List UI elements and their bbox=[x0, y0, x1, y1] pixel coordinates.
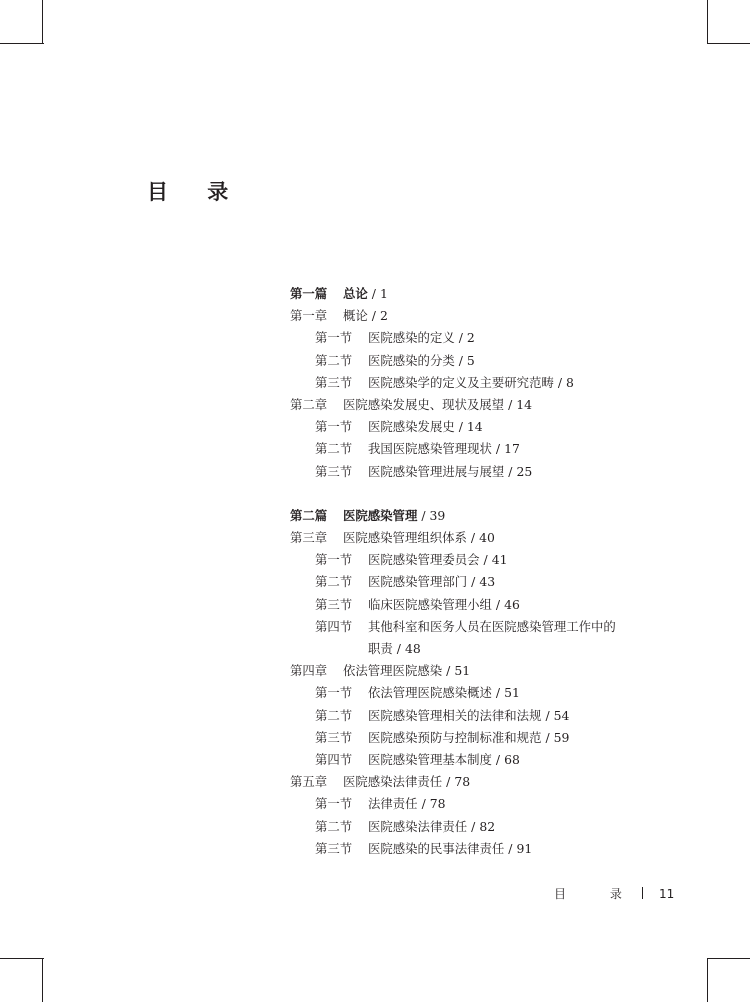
toc-section-entry[interactable] bbox=[290, 705, 650, 727]
footer-title: 目 录 bbox=[554, 887, 642, 901]
toc-entry-number: 第三节 bbox=[315, 729, 353, 745]
crop-mark-bottom-left-vertical bbox=[42, 958, 43, 1002]
toc-entry-separator: / bbox=[458, 419, 463, 435]
toc-entry-separator: / bbox=[371, 308, 376, 324]
toc-entry-separator: / bbox=[545, 729, 550, 745]
toc-section-entry[interactable] bbox=[290, 571, 650, 593]
toc-cont-entry[interactable] bbox=[290, 638, 650, 660]
toc-entry-number: 第三节 bbox=[315, 374, 353, 390]
toc-entry-title: 医院感染管理基本制度 bbox=[368, 751, 492, 767]
toc-entry-number: 第四章 bbox=[290, 663, 328, 679]
toc-entry-separator: / bbox=[483, 552, 488, 568]
footer-page-number: 11 bbox=[659, 887, 675, 901]
toc-entry-separator: / bbox=[495, 441, 501, 457]
toc-entry-page: 2 bbox=[379, 308, 388, 324]
toc-entry-title: 医院感染管理组织体系 bbox=[343, 530, 467, 546]
toc-gap-entry bbox=[290, 483, 650, 505]
toc-chapter-entry[interactable] bbox=[290, 527, 650, 549]
toc-entry-title: 概论 bbox=[343, 308, 368, 324]
toc-entry-number: 第二节 bbox=[315, 818, 353, 834]
toc-section-entry[interactable] bbox=[290, 327, 650, 349]
toc-entry-title: 医院感染的民事法律责任 bbox=[368, 840, 505, 856]
toc-entry-separator: / bbox=[470, 530, 476, 546]
toc-entry-number: 第三节 bbox=[315, 463, 353, 479]
toc-entry-number: 第二节 bbox=[315, 574, 353, 590]
toc-entry-page: 54 bbox=[553, 707, 570, 723]
toc-entry-separator: / bbox=[458, 330, 463, 346]
toc-entry-title: 医院感染管理 bbox=[343, 507, 418, 523]
toc-section-entry[interactable] bbox=[290, 749, 650, 771]
crop-mark-top-right-vertical bbox=[707, 0, 708, 44]
toc-entry-number: 第一章 bbox=[290, 308, 328, 324]
toc-section-entry[interactable] bbox=[290, 594, 650, 616]
toc-entry-separator: / bbox=[446, 663, 451, 679]
toc-entry-number: 第二篇 bbox=[290, 507, 328, 523]
toc-entry-title: 临床医院感染管理小组 bbox=[368, 596, 492, 612]
toc-section-entry[interactable] bbox=[290, 549, 650, 571]
toc-section-entry[interactable] bbox=[290, 350, 650, 372]
page-heading: 目 录 bbox=[147, 179, 245, 204]
crop-mark-bottom-right-horizontal bbox=[707, 958, 750, 959]
toc-entry-number: 第一节 bbox=[315, 685, 353, 701]
toc-entry-separator: / bbox=[446, 774, 451, 790]
toc-entry-page: 46 bbox=[504, 596, 520, 612]
toc-entry-number: 第三章 bbox=[290, 530, 328, 546]
toc-entry-title: 医院感染管理部门 bbox=[368, 574, 468, 590]
toc-entry-title: 医院感染管理委员会 bbox=[368, 552, 480, 568]
toc-entry-number: 第一节 bbox=[315, 419, 353, 435]
toc-entry-separator: / bbox=[421, 507, 426, 523]
toc-entry-title: 医院感染法律责任 bbox=[343, 774, 443, 790]
crop-mark-top-right-horizontal bbox=[707, 43, 750, 44]
toc-entry-title: 医院感染法律责任 bbox=[368, 818, 468, 834]
toc-entry-separator: / bbox=[421, 796, 426, 812]
toc-entry-number: 第二节 bbox=[315, 441, 353, 457]
toc-entry-page: 48 bbox=[404, 641, 421, 656]
toc-entry-title: 医院感染发展史 bbox=[368, 419, 455, 435]
toc-entry-title: 依法管理医院感染 bbox=[343, 663, 443, 679]
toc-entry-page: 40 bbox=[479, 530, 495, 546]
toc-entry-page: 51 bbox=[454, 663, 471, 679]
toc-entry-separator: / bbox=[508, 463, 513, 479]
toc-entry-number: 第一节 bbox=[315, 552, 353, 568]
toc-entry-separator: / bbox=[545, 707, 550, 723]
toc-chapter-entry[interactable] bbox=[290, 660, 650, 682]
table-of-contents bbox=[290, 283, 650, 860]
toc-section-entry[interactable] bbox=[290, 438, 650, 460]
toc-section-entry[interactable] bbox=[290, 616, 650, 638]
toc-entry-separator: / bbox=[471, 818, 476, 834]
toc-entry-number: 第二节 bbox=[315, 352, 353, 368]
toc-entry-title: 医院感染管理相关的法律和法规 bbox=[368, 707, 542, 723]
toc-entry-title: 医院感染发展史、现状及展望 bbox=[343, 396, 505, 412]
toc-chapter-entry[interactable] bbox=[290, 305, 650, 327]
toc-entry-number: 第二节 bbox=[315, 707, 353, 723]
toc-entry-page: 43 bbox=[479, 574, 496, 590]
toc-entry-page: 78 bbox=[454, 774, 471, 790]
toc-entry-separator: / bbox=[495, 685, 501, 701]
toc-entry-title: 医院感染的定义 bbox=[368, 330, 455, 346]
toc-section-entry[interactable] bbox=[290, 793, 650, 815]
toc-entry-title: 总论 bbox=[343, 286, 368, 301]
toc-entry-page: 8 bbox=[566, 374, 574, 390]
toc-entry-page: 14 bbox=[516, 396, 533, 412]
toc-entry-page: 78 bbox=[429, 796, 446, 812]
crop-mark-bottom-left-horizontal bbox=[0, 958, 44, 959]
toc-entry-page: 17 bbox=[504, 441, 520, 457]
crop-mark-bottom-right-vertical bbox=[707, 958, 708, 1002]
toc-entry-page: 91 bbox=[516, 840, 533, 856]
toc-entry-title: 我国医院感染管理现状 bbox=[368, 441, 492, 457]
toc-entry-title: 法律责任 bbox=[368, 796, 418, 812]
toc-entry-number: 第一节 bbox=[315, 330, 353, 346]
toc-entry-number: 第三节 bbox=[315, 840, 353, 856]
toc-entry-page: 51 bbox=[504, 685, 520, 701]
toc-entry-title: 职责 bbox=[368, 641, 393, 656]
toc-entry-page: 82 bbox=[479, 818, 496, 834]
toc-entry-page: 39 bbox=[429, 507, 446, 523]
toc-entry-title: 依法管理医院感染概述 bbox=[368, 685, 492, 701]
toc-entry-separator: / bbox=[508, 840, 513, 856]
toc-entry-title: 医院感染预防与控制标准和规范 bbox=[368, 729, 542, 745]
toc-entry-number: 第三节 bbox=[315, 596, 353, 612]
toc-section-entry[interactable] bbox=[290, 372, 650, 394]
toc-entry-title: 医院感染学的定义及主要研究范畴 bbox=[368, 374, 554, 390]
toc-chapter-entry[interactable] bbox=[290, 394, 650, 416]
toc-part-entry[interactable] bbox=[290, 505, 650, 527]
toc-entry-number: 第四节 bbox=[315, 751, 353, 767]
toc-entry-separator: / bbox=[458, 352, 463, 368]
crop-mark-top-left-horizontal bbox=[0, 43, 44, 44]
toc-entry-separator: / bbox=[495, 751, 501, 767]
toc-section-entry[interactable] bbox=[290, 816, 650, 838]
toc-section-entry[interactable] bbox=[290, 416, 650, 438]
toc-section-entry[interactable] bbox=[290, 461, 650, 483]
toc-entry-page: 2 bbox=[466, 330, 475, 346]
toc-section-entry[interactable] bbox=[290, 682, 650, 704]
toc-part-entry[interactable] bbox=[290, 283, 650, 305]
toc-entry-page: 1 bbox=[379, 286, 388, 301]
toc-entry-separator: / bbox=[508, 396, 513, 412]
toc-chapter-entry[interactable] bbox=[290, 771, 650, 793]
toc-entry-number: 第一节 bbox=[315, 796, 353, 812]
toc-entry-number: 第二章 bbox=[290, 396, 328, 412]
page-footer bbox=[554, 885, 674, 902]
toc-entry-title: 医院感染管理进展与展望 bbox=[368, 463, 505, 479]
toc-entry-title: 医院感染的分类 bbox=[368, 352, 455, 368]
toc-entry-number: 第四节 bbox=[315, 618, 353, 634]
toc-entry-page: 25 bbox=[516, 463, 533, 479]
footer-divider bbox=[642, 887, 643, 899]
toc-entry-title: 其他科室和医务人员在医院感染管理工作中的 bbox=[368, 618, 616, 634]
toc-entry-separator: / bbox=[396, 641, 401, 656]
toc-entry-separator: / bbox=[471, 574, 476, 590]
toc-entry-separator: / bbox=[495, 596, 501, 612]
toc-entry-separator: / bbox=[557, 374, 563, 390]
toc-entry-separator: / bbox=[371, 286, 376, 301]
crop-mark-top-left-vertical bbox=[42, 0, 43, 44]
toc-entry-page: 14 bbox=[466, 419, 483, 435]
toc-entry-page: 5 bbox=[466, 352, 475, 368]
toc-entry-number: 第五章 bbox=[290, 774, 328, 790]
toc-entry-page: 68 bbox=[504, 751, 520, 767]
toc-entry-page: 41 bbox=[491, 552, 508, 568]
toc-entry-page: 59 bbox=[553, 729, 570, 745]
toc-entry-number: 第一篇 bbox=[290, 286, 328, 301]
toc-section-entry[interactable] bbox=[290, 838, 650, 860]
toc-section-entry[interactable] bbox=[290, 727, 650, 749]
